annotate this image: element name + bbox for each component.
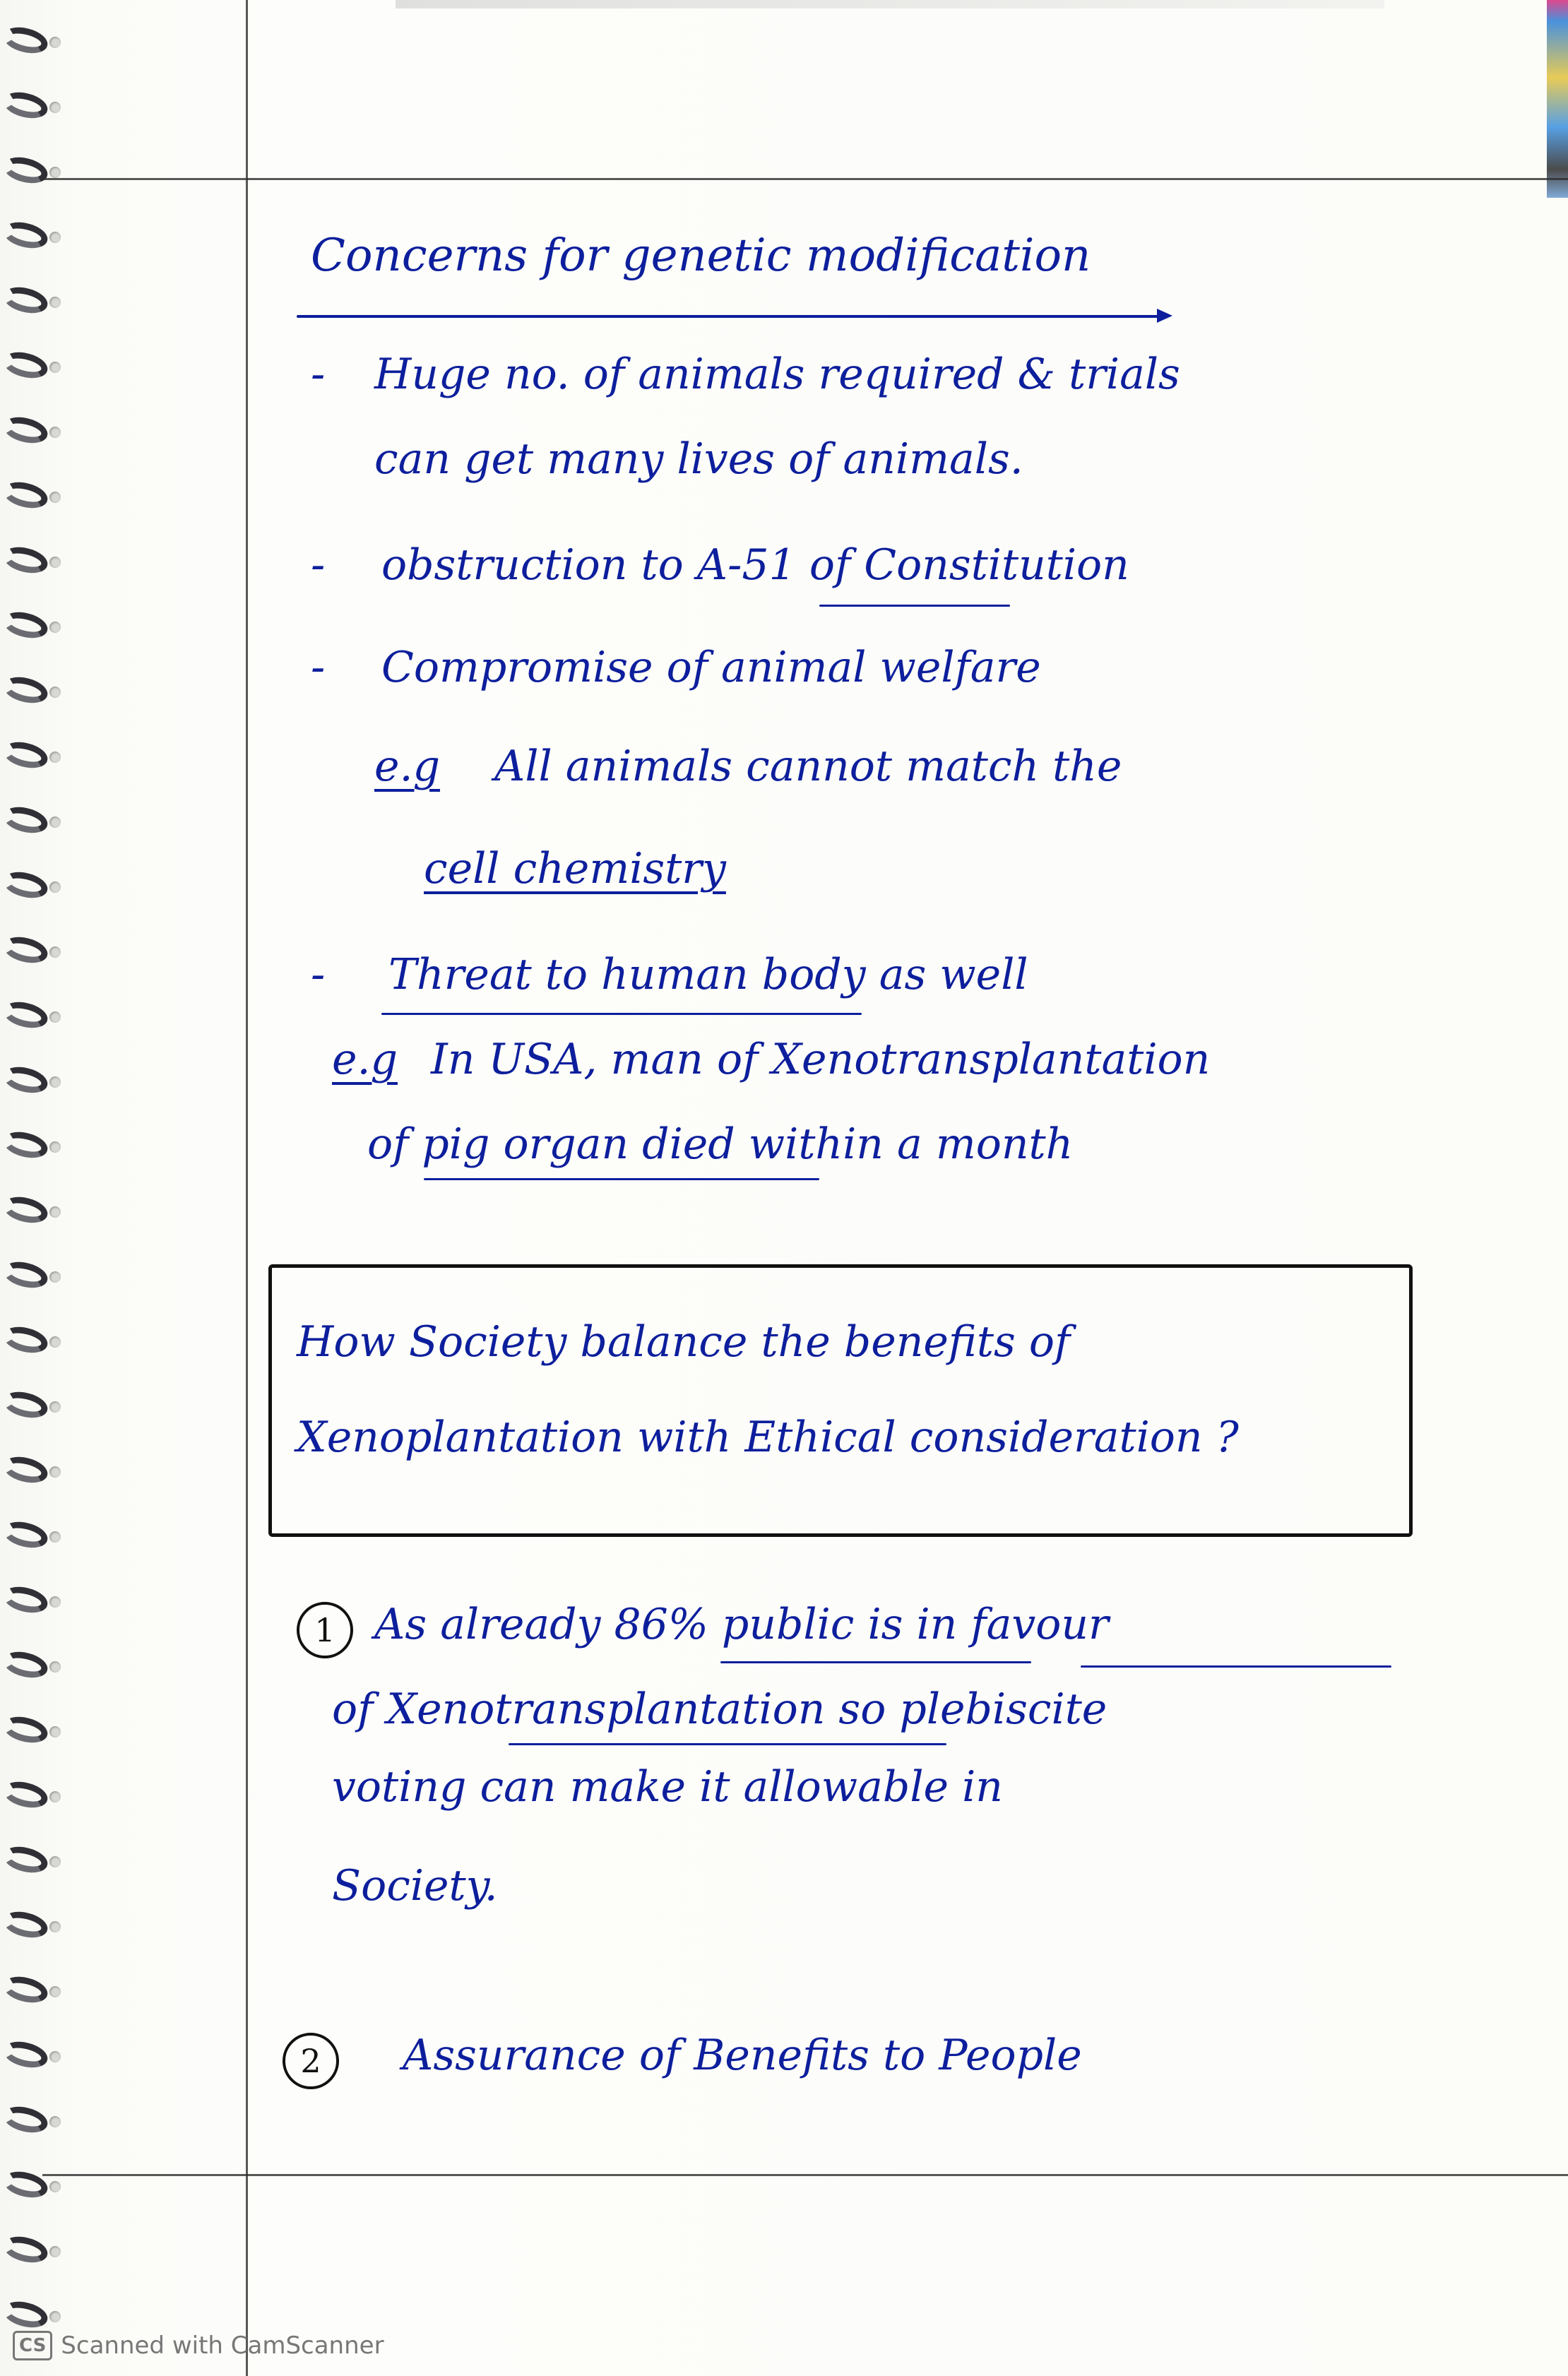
spiral-ring <box>1 2168 50 2202</box>
bottom-rule-line <box>42 2174 1568 2176</box>
spiral-ring <box>1 608 50 642</box>
spiral-ring <box>1 1323 50 1357</box>
binding-hole <box>49 2311 61 2322</box>
example-marker: e.g <box>374 742 440 791</box>
point-number-badge: 2 <box>283 2033 339 2089</box>
binding-hole <box>49 752 61 763</box>
binding-hole <box>49 1466 61 1478</box>
example-marker: e.g <box>332 1035 398 1084</box>
spiral-ring <box>1 1648 50 1682</box>
binding-hole <box>49 1791 61 1802</box>
binding-hole <box>49 2246 61 2257</box>
example-line: cell chemistry <box>424 844 726 893</box>
heading-arrowhead <box>1157 309 1172 323</box>
spiral-ring <box>1 1518 50 1552</box>
pig-organ-underline <box>424 1178 819 1180</box>
scanner-watermark <box>13 2331 384 2360</box>
spiral-ring <box>1 1388 50 1422</box>
binding-hole <box>49 1141 61 1153</box>
spiral-ring <box>1 1453 50 1487</box>
binding-hole <box>49 427 61 438</box>
spiral-ring <box>1 803 50 837</box>
spiral-ring <box>1 2298 50 2332</box>
xeno-underline <box>509 1743 946 1745</box>
binding-hole <box>49 492 61 503</box>
bullet-line: can get many lives of animals. <box>374 434 1023 484</box>
spiral-ring <box>1 1258 50 1292</box>
spiral-ring <box>1 218 50 252</box>
spiral-ring <box>1 543 50 577</box>
bullet-line: obstruction to A-51 of Constitution <box>381 540 1129 590</box>
spiral-ring <box>1 23 50 57</box>
spiral-ring <box>1 153 50 187</box>
point-number-badge: 1 <box>297 1602 353 1658</box>
heading-underline <box>297 315 1158 318</box>
threat-underline <box>381 1013 862 1015</box>
public-underline <box>720 1661 1031 1663</box>
bullet-marker: - <box>311 643 326 692</box>
question-box <box>268 1264 1413 1537</box>
camscanner-logo: CS <box>13 2331 52 2360</box>
background-object-edge <box>1547 0 1568 198</box>
question-line: How Society balance the benefits of <box>297 1317 1071 1367</box>
binding-hole <box>49 1531 61 1543</box>
binding-hole <box>49 1336 61 1348</box>
bullet-marker: - <box>311 540 326 590</box>
binding-hole <box>49 167 61 178</box>
bullet-line: Compromise of animal welfare <box>381 643 1041 692</box>
spiral-ring <box>1 1713 50 1747</box>
spiral-ring <box>1 478 50 512</box>
margin-line <box>246 0 248 2376</box>
spiral-ring <box>1 2103 50 2137</box>
point-line: As already 86% public is in favour <box>374 1600 1109 1649</box>
binding-hole <box>49 1076 61 1088</box>
binding-hole <box>49 297 61 308</box>
spiral-ring <box>1 1843 50 1877</box>
bullet-marker: - <box>311 350 326 399</box>
binding-hole <box>49 232 61 243</box>
spiral-ring <box>1 868 50 902</box>
spiral-binding <box>0 0 64 2376</box>
spiral-ring <box>1 88 50 122</box>
spiral-ring <box>1 1778 50 1812</box>
top-edge-shadow <box>396 0 1384 8</box>
example-line: All animals cannot match the <box>494 742 1122 791</box>
point-line: of Xenotransplantation so plebiscite <box>332 1685 1107 1734</box>
binding-hole <box>49 1596 61 1608</box>
bullet-marker: - <box>311 950 326 999</box>
binding-hole <box>49 2116 61 2127</box>
binding-hole <box>49 362 61 373</box>
binding-hole <box>49 1271 61 1283</box>
spiral-ring <box>1 1908 50 1942</box>
spiral-ring <box>1 933 50 967</box>
spiral-ring <box>1 738 50 772</box>
binding-hole <box>49 2181 61 2192</box>
question-line: Xenoplantation with Ethical consideration ? <box>297 1413 1239 1462</box>
spiral-ring <box>1 1973 50 2007</box>
article-underline <box>819 605 1010 607</box>
notes-heading: Concerns for genetic modification <box>311 230 1091 282</box>
binding-hole <box>49 1401 61 1413</box>
top-rule-line <box>42 178 1568 180</box>
spiral-ring <box>1 413 50 447</box>
binding-hole <box>49 557 61 568</box>
spiral-ring <box>1 2233 50 2267</box>
scanner-text: Scanned with CamScanner <box>61 2332 384 2360</box>
spiral-ring <box>1 348 50 382</box>
binding-hole <box>49 1661 61 1673</box>
binding-hole <box>49 946 61 958</box>
spiral-ring <box>1 1063 50 1097</box>
point-line: Assurance of Benefits to People <box>403 2031 1082 2080</box>
example-line: In USA, man of Xenotransplantation <box>431 1035 1211 1084</box>
binding-hole <box>49 1726 61 1738</box>
spiral-ring <box>1 1193 50 1227</box>
binding-hole <box>49 1206 61 1218</box>
binding-hole <box>49 622 61 633</box>
binding-hole <box>49 2051 61 2062</box>
binding-hole <box>49 816 61 828</box>
point-line: Society. <box>332 1861 498 1911</box>
binding-hole <box>49 881 61 893</box>
binding-hole <box>49 687 61 698</box>
example-line: of pig organ died within a month <box>367 1119 1074 1169</box>
spiral-ring <box>1 1128 50 1162</box>
binding-hole <box>49 37 61 48</box>
binding-hole <box>49 1011 61 1023</box>
plebiscite-underline <box>1081 1665 1391 1668</box>
spiral-ring <box>1 673 50 707</box>
binding-hole <box>49 1856 61 1867</box>
point-line: voting can make it allowable in <box>332 1762 1003 1812</box>
binding-hole <box>49 1986 61 1997</box>
spiral-ring <box>1 998 50 1032</box>
binding-hole <box>49 1921 61 1932</box>
spiral-ring <box>1 283 50 317</box>
bullet-line: Huge no. of animals required & trials <box>374 350 1180 399</box>
binding-hole <box>49 102 61 113</box>
spiral-ring <box>1 1583 50 1617</box>
bullet-line: Threat to human body as well <box>388 950 1028 999</box>
spiral-ring <box>1 2038 50 2072</box>
